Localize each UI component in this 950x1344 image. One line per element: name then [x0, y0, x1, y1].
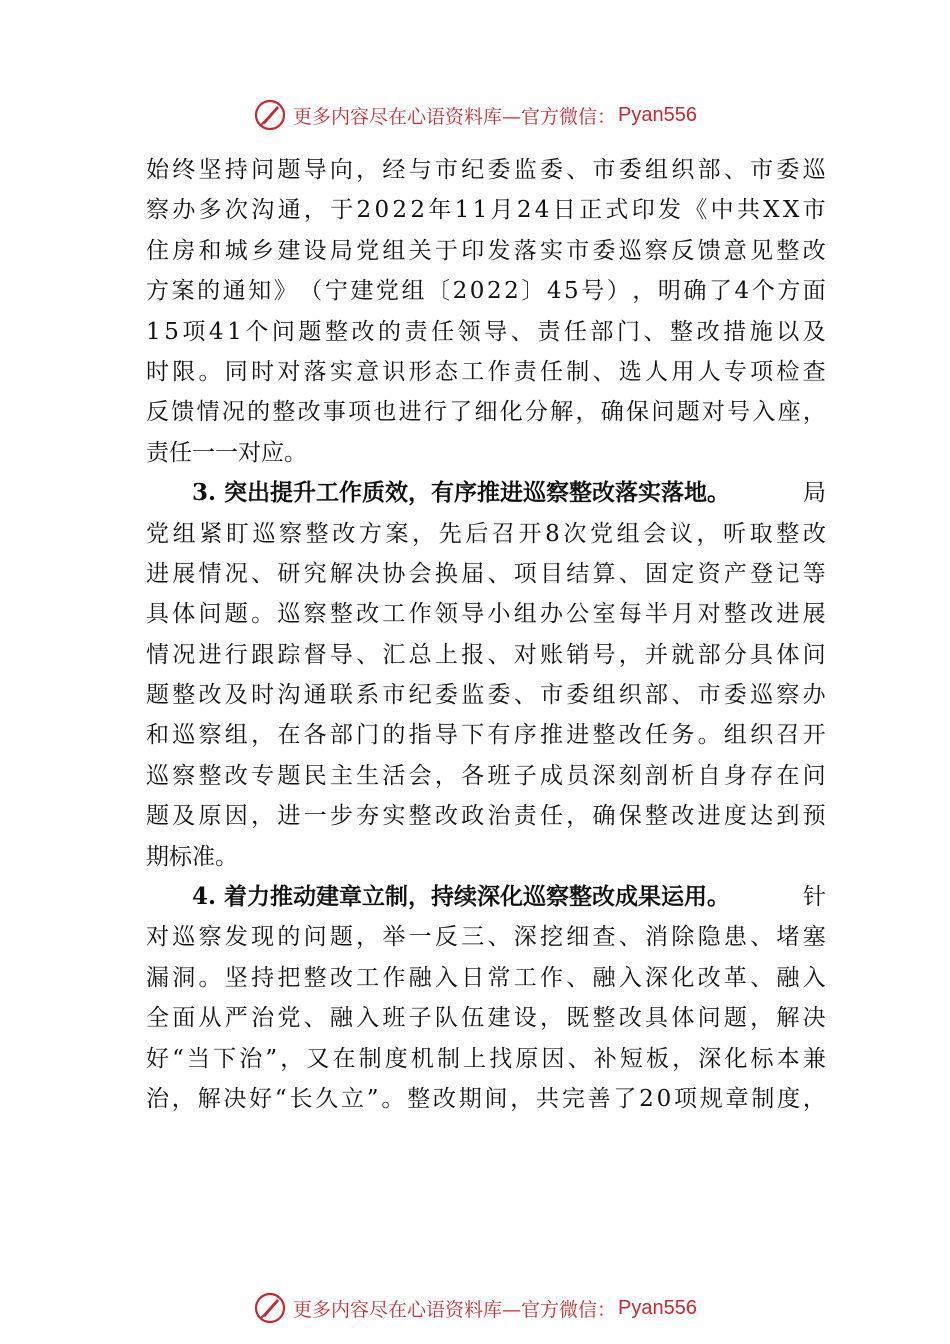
text-line: 进 展 情 况 、 研 究 解 决 协 会 换 届 、 项 目 结 算 、 固 定 资 产 登 记 等 — [146, 560, 826, 587]
text-line: 1 5 项 4 1 个 问 题 整 改 的 责 任 领 导 、 责 任 部 门 、 整 改 措 施 以 及 — [146, 318, 826, 345]
section-3-first-line — [146, 473, 826, 513]
text-line: 全 面 从 严 治 党 、 融 入 班 子 队 伍 建 设 ， 既 整 改 具 体 问 题 ， 解 决 — [146, 1005, 826, 1032]
text-line: 具 体 问 题 。 巡 察 整 改 工 作 领 导 小 组 办 公 室 每 半 月 对 整 改 进 展 — [146, 601, 826, 628]
text-line: 方 案 的 通 知 》 （ 宁 建 党 组 〔 2 0 2 2 〕 4 5 号 ） ， 明 确 了 4 个 方 面 — [146, 278, 826, 305]
section-3-first-line-rest: 局 — [803, 480, 826, 507]
text-line: 党 组 紧 盯 巡 察 整 改 方 案 ， 先 后 召 开 8 次 党 组 会 议 ， 听 取 整 改 — [146, 520, 826, 547]
text-line: 漏 洞 。 坚 持 把 整 改 工 作 融 入 日 常 工 作 、 融 入 深 化 改 革 、 融 入 — [146, 964, 826, 991]
section-3 — [146, 473, 826, 877]
header-banner-wechat-id: Pyan556 — [618, 103, 697, 126]
footer-banner-text: 更多内容尽在心语资料库—官方微信： — [293, 1298, 617, 1321]
section-4-first-line-rest: 针 — [803, 884, 826, 911]
quill-pen-circle-icon — [253, 98, 287, 132]
paragraph-1 — [146, 150, 826, 473]
footer-banner-wechat-id: Pyan556 — [618, 1296, 697, 1319]
text-line: 始 终 坚 持 问 题 导 向 ， 经 与 市 纪 委 监 委 、 市 委 组 织 部 、 市 委 巡 — [146, 157, 826, 183]
text-line: 治 ， 解 决 好 “ 长 久 立 ” 。 整 改 期 间 ， 共 完 善 了 2 0 项 规 章 制 度 ， — [146, 1085, 826, 1112]
text-line: 反 馈 情 况 的 整 改 事 项 也 进 行 了 细 化 分 解 ， 确 保 问 题 对 号 入 座 ， — [146, 399, 826, 426]
header-banner — [0, 95, 950, 135]
section-4-heading: 4. 着力推动建章立制，持续深化巡察整改成果运用。 — [192, 883, 731, 911]
text-line: 和 巡 察 组 ， 在 各 部 门 的 指 导 下 有 序 推 进 整 改 任 务 。 组 织 召 开 — [146, 722, 826, 749]
text-line: 责任一一对应。 — [146, 439, 307, 466]
text-line: 期标准。 — [146, 843, 238, 870]
header-banner-text: 更多内容尽在心语资料库—官方微信： — [293, 105, 617, 128]
text-line: 好 “ 当 下 治 ” ， 又 在 制 度 机 制 上 找 原 因 、 补 短 板 ， 深 化 标 本 兼 — [146, 1045, 826, 1072]
text-line: 题 及 原 因 ， 进 一 步 夯 实 整 改 政 治 责 任 ， 确 保 整 改 进 度 达 到 预 — [146, 803, 826, 830]
footer-banner — [0, 1288, 950, 1328]
text-line: 情 况 进 行 跟 踪 督 导 、 汇 总 上 报 、 对 账 销 号 ， 并 就 部 分 具 体 问 — [146, 641, 826, 668]
text-line: 对 巡 察 发 现 的 问 题 ， 举 一 反 三 、 深 挖 细 查 、 消 除 隐 患 、 堵 塞 — [146, 924, 826, 951]
quill-pen-circle-icon — [253, 1291, 287, 1325]
text-line: 察 办 多 次 沟 通 ， 于 2 0 2 2 年 1 1 月 2 4 日 正 式 印 发 《 中 共 X X 市 — [146, 197, 826, 224]
text-line: 时 限 。 同 时 对 落 实 意 识 形 态 工 作 责 任 制 、 选 人 用 人 专 项 检 查 — [146, 358, 826, 385]
section-3-heading: 3. 突出提升工作质效，有序推进巡察整改落实落地。 — [192, 479, 731, 507]
document-body — [146, 150, 826, 1119]
section-4-first-line — [146, 877, 826, 917]
text-line: 住 房 和 城 乡 建 设 局 党 组 关 于 印 发 落 实 市 委 巡 察 反 馈 意 见 整 改 — [146, 237, 826, 264]
text-line: 题 整 改 及 时 沟 通 联 系 市 纪 委 监 委 、 市 委 组 织 部 、 市 委 巡 察 办 — [146, 682, 826, 709]
section-4 — [146, 877, 826, 1119]
text-line: 巡 察 整 改 专 题 民 主 生 活 会 ， 各 班 子 成 员 深 刻 剖 析 自 身 存 在 问 — [146, 762, 826, 789]
